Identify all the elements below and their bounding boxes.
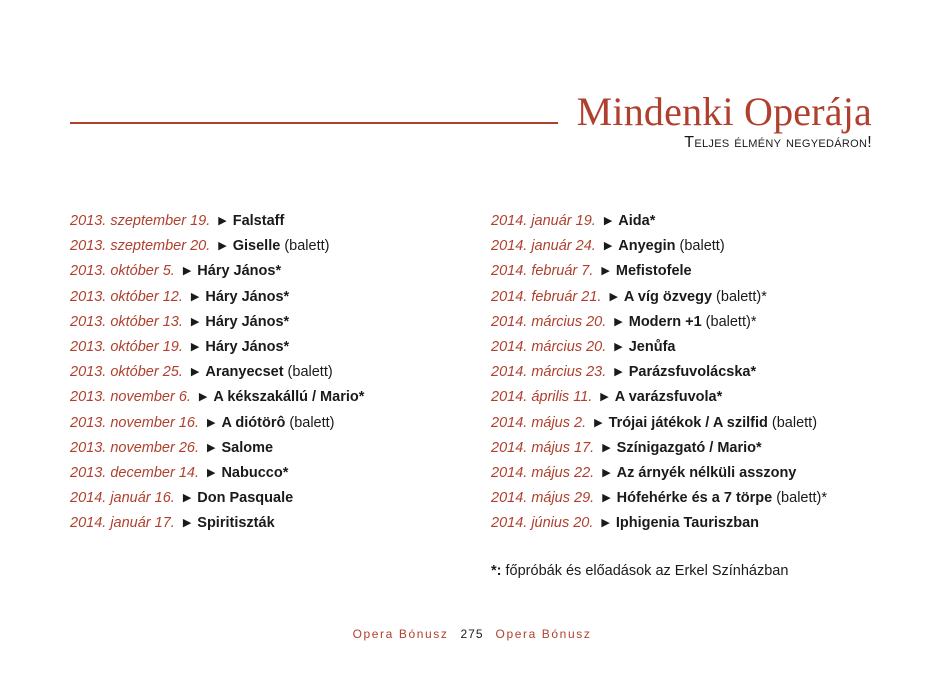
performance-title: Hófehérke és a 7 törpe: [616, 490, 773, 507]
play-arrow-icon: ▶: [218, 240, 227, 253]
performance-title: Trójai játékok / A szilfid: [608, 414, 768, 431]
page-number: 275: [460, 627, 484, 641]
schedule-row: [70, 310, 364, 335]
performance-date: 2014. április 11.: [491, 389, 593, 406]
play-arrow-icon: ▶: [182, 492, 192, 505]
schedule-row: [491, 511, 827, 536]
performance-date: 2014. március 20.: [491, 338, 607, 355]
schedule-row: [70, 486, 364, 511]
performance-title: Modern +1: [628, 313, 702, 330]
page-title: Mindenki Operája: [576, 89, 872, 134]
performance-date: 2014. február 7.: [491, 263, 594, 280]
schedule-row: [491, 461, 827, 486]
performance-title: Háry János*: [205, 288, 290, 305]
performance-title: Aida*: [618, 213, 656, 229]
schedule-row: [70, 511, 364, 536]
performance-date: 2013. október 13.: [70, 313, 183, 330]
performance-date: 2013. október 5.: [70, 263, 175, 280]
schedule-row: [491, 360, 827, 385]
schedule-row: [491, 436, 827, 461]
play-arrow-icon: ▶: [182, 265, 192, 278]
performance-date: 2013. november 26.: [70, 439, 199, 456]
performance-title: Salome: [221, 439, 274, 456]
performance-title: Háry János*: [197, 263, 282, 280]
performance-note: (balett): [280, 238, 330, 255]
performance-note: (balett): [285, 414, 335, 431]
page-subtitle: Teljes élmény negyedáron!: [684, 134, 872, 151]
performance-title: Mefistofele: [615, 263, 692, 280]
schedule-row: [491, 486, 827, 511]
performance-title: Az árnyék nélküli asszony: [616, 464, 797, 481]
schedule-row: [70, 385, 364, 410]
performance-title: A víg özvegy: [623, 288, 713, 305]
performance-date: 2014. május 17.: [491, 439, 595, 456]
performance-date: 2014. január 24.: [491, 238, 596, 255]
schedule-row: [70, 411, 364, 436]
play-arrow-icon: ▶: [190, 290, 200, 303]
performance-title: Aranyecset: [205, 364, 284, 381]
performance-date: 2014. január 19.: [491, 213, 596, 229]
play-arrow-icon: ▶: [190, 340, 200, 353]
performance-title: A kékszakállú / Mario*: [213, 389, 365, 406]
play-arrow-icon: ▶: [602, 466, 611, 479]
play-arrow-icon: ▶: [602, 441, 611, 454]
performance-date: 2014. június 20.: [491, 515, 594, 532]
performance-date: 2013. október 19.: [70, 338, 183, 355]
play-arrow-icon: ▶: [198, 391, 208, 404]
play-arrow-icon: ▶: [190, 366, 200, 379]
performance-note: (balett)*: [701, 313, 757, 330]
play-arrow-icon: ▶: [601, 517, 610, 530]
performance-date: 2014. január 17.: [70, 515, 175, 532]
performance-title: Háry János*: [205, 338, 290, 355]
performance-date: 2014. március 20.: [491, 313, 607, 330]
performance-title: Iphigenia Tauriszban: [615, 515, 759, 532]
schedule-row: [491, 335, 827, 360]
performance-title: A varázsfuvola*: [614, 389, 723, 406]
schedule-row: [70, 234, 364, 259]
performance-date: 2014. március 23.: [491, 364, 607, 381]
schedule-row: [491, 385, 827, 410]
header-rule: [70, 122, 558, 124]
performance-date: 2014. május 29.: [491, 490, 595, 507]
performance-title: Háry János*: [205, 313, 290, 330]
schedule-row: [491, 259, 827, 284]
performance-title: Giselle: [232, 238, 281, 255]
play-arrow-icon: ▶: [594, 416, 603, 429]
play-arrow-icon: ▶: [602, 492, 611, 505]
performance-date: 2013. október 25.: [70, 364, 183, 381]
play-arrow-icon: ▶: [614, 340, 623, 353]
performance-note: (balett)*: [712, 288, 767, 305]
page-footer: [0, 627, 944, 641]
footnote-text: főpróbák és előadások az Erkel Színházban: [501, 563, 789, 579]
play-arrow-icon: ▶: [206, 466, 216, 479]
performance-date: 2013. november 6.: [70, 389, 191, 406]
performance-date: 2014. február 21.: [491, 288, 602, 305]
schedule-row: [70, 335, 364, 360]
performance-date: 2013. november 16.: [70, 414, 199, 431]
performance-note: (balett)*: [772, 490, 828, 507]
performance-title: Színigazgató / Mario*: [616, 439, 762, 456]
schedule-row: [491, 209, 827, 234]
footer-brand-right: Opera Bónusz: [495, 627, 592, 641]
schedule-right-column: [491, 209, 827, 536]
performance-title: Spiritiszták: [197, 515, 275, 532]
play-arrow-icon: ▶: [614, 366, 623, 379]
performance-title: Parázsfuvolácska*: [628, 364, 757, 381]
play-arrow-icon: ▶: [206, 441, 216, 454]
play-arrow-icon: ▶: [600, 391, 609, 404]
schedule-row: [70, 461, 364, 486]
schedule-row: [70, 285, 364, 310]
performance-title: Falstaff: [232, 213, 285, 229]
schedule-row: [70, 209, 364, 234]
schedule-row: [70, 360, 364, 385]
footer-brand-left: Opera Bónusz: [352, 627, 449, 641]
schedule-left-column: [70, 209, 364, 536]
performance-title: Don Pasquale: [197, 490, 294, 507]
play-arrow-icon: ▶: [190, 315, 200, 328]
performance-note: (balett): [767, 414, 818, 431]
schedule-row: [491, 285, 827, 310]
play-arrow-icon: ▶: [218, 215, 227, 227]
play-arrow-icon: ▶: [601, 265, 610, 278]
performance-note: (balett): [283, 364, 333, 381]
schedule-row: [491, 310, 827, 335]
performance-date: 2014. január 16.: [70, 490, 175, 507]
play-arrow-icon: ▶: [206, 416, 216, 429]
play-arrow-icon: ▶: [609, 290, 618, 303]
performance-date: 2014. május 2.: [491, 414, 587, 431]
schedule-row: [491, 234, 827, 259]
play-arrow-icon: ▶: [182, 517, 192, 530]
play-arrow-icon: ▶: [614, 315, 623, 328]
schedule-row: [70, 259, 364, 284]
schedule-row: [70, 436, 364, 461]
performance-date: 2013. szeptember 19.: [70, 213, 211, 229]
performance-title: A diótörô: [221, 414, 286, 431]
footnote: [491, 563, 788, 579]
schedule-row: [491, 411, 827, 436]
performance-date: 2014. május 22.: [491, 464, 595, 481]
footnote-marker: *:: [491, 563, 502, 579]
performance-date: 2013. szeptember 20.: [70, 238, 211, 255]
performance-date: 2013. október 12.: [70, 288, 183, 305]
performance-title: Jenůfa: [628, 338, 676, 355]
play-arrow-icon: ▶: [603, 240, 613, 253]
performance-title: Nabucco*: [221, 464, 289, 481]
performance-date: 2013. december 14.: [70, 464, 199, 481]
performance-note: (balett): [675, 238, 725, 255]
performance-title: Anyegin: [618, 238, 676, 255]
play-arrow-icon: ▶: [603, 215, 613, 227]
